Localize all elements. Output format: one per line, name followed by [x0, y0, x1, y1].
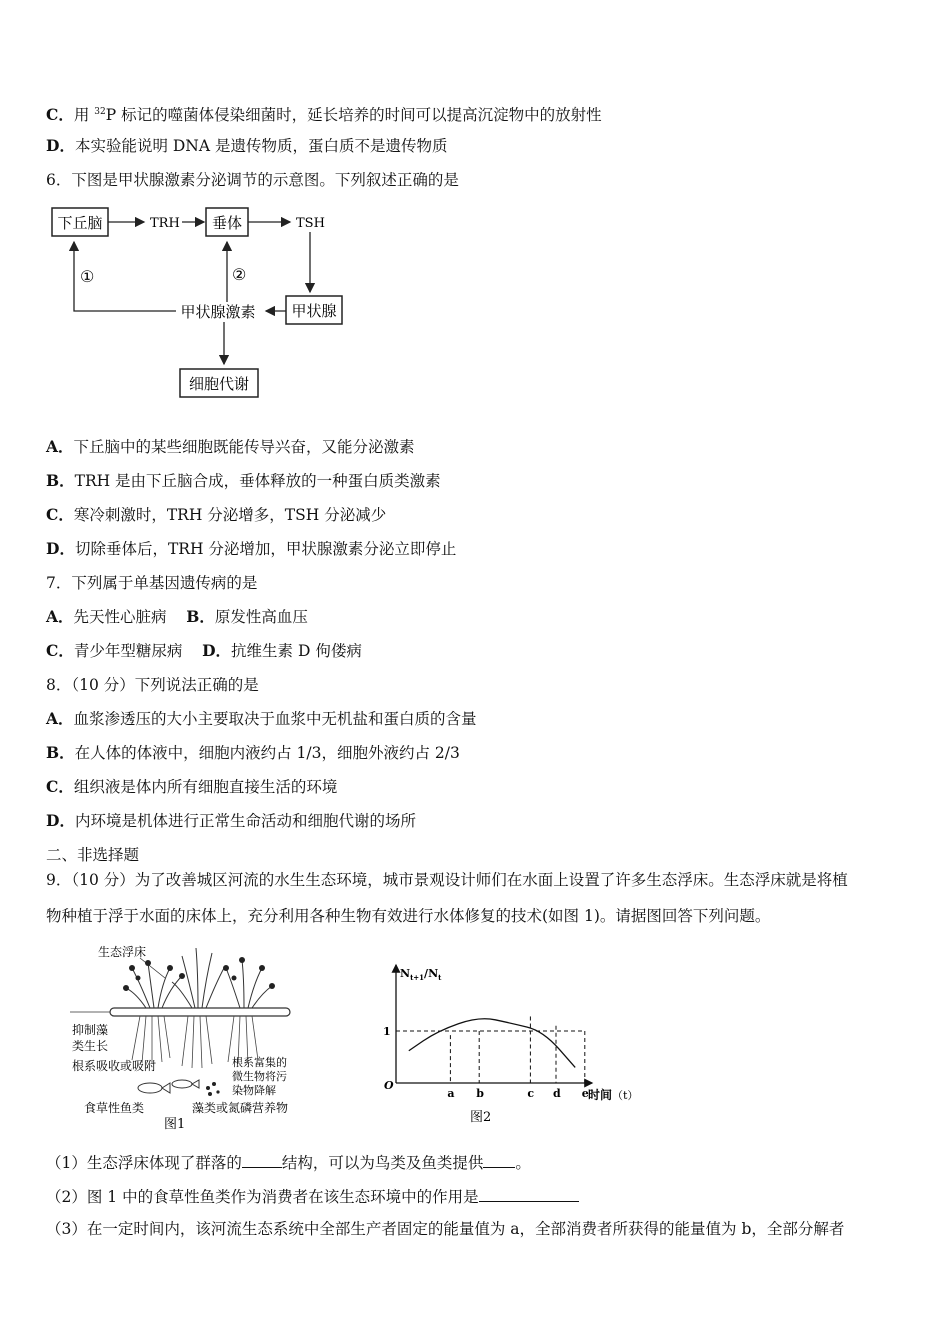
inhibit-label-1: 抑制藻	[72, 1023, 109, 1037]
x-axis-label: 时间（t）	[588, 1088, 639, 1102]
pituitary-label: 垂体	[211, 214, 243, 232]
microbe-label-1: 根系富集的	[232, 1056, 287, 1069]
figure-2-caption: 图2	[470, 1110, 492, 1125]
question-8: 8．（10 分）下列说法正确的是	[46, 676, 259, 694]
options-7cd: C．青少年型糖尿病 D．抗维生素 D 佝偻病	[46, 641, 362, 660]
option-label: D．	[46, 136, 75, 155]
option-8a: A．血浆渗透压的大小主要取决于血浆中无机盐和蛋白质的含量	[46, 709, 477, 728]
y-axis-label: $N_{t+1}/N_t$	[400, 967, 442, 982]
hypothalamus-label: 下丘脑	[57, 214, 103, 232]
x-tick-e: e	[581, 1087, 589, 1100]
question-9-line1: 9．（10 分）为了改善城区河流的水生生态环境，城市景观设计师们在水面上设置了许多生态浮床。生态浮床就是将植	[46, 871, 848, 889]
inhibit-label-2: 类生长	[72, 1039, 109, 1053]
x-tick-d: d	[553, 1087, 561, 1100]
options-7ab: A．先天性心脏病 B．原发性高血压	[46, 607, 308, 626]
x-tick-a: a	[447, 1087, 455, 1100]
population-curve	[409, 1019, 575, 1068]
nutrient-particles-icon	[206, 1082, 220, 1096]
flower-icon	[123, 957, 275, 991]
figure-1-caption: 图1	[164, 1117, 186, 1132]
question-9-2: （2）图 1 中的食草性鱼类作为消费者在该生态环境中的作用是	[46, 1185, 579, 1207]
option-8d: D．内环境是机体进行正常生命活动和细胞代谢的场所	[46, 811, 416, 830]
float-bed-label: 生态浮床	[98, 945, 147, 959]
metabolism-label: 细胞代谢	[188, 375, 250, 393]
figure-2-chart	[370, 955, 660, 1130]
answer-blank[interactable]	[242, 1151, 282, 1168]
question-9-line2: 物种植于浮于水面的床体上，充分利用各种生物有效进行水体修复的技术(如图 1)。请据图回答下列问题。	[46, 907, 771, 925]
option-6d: D．切除垂体后，TRH 分泌增加，甲状腺激素分泌立即停止	[46, 539, 457, 558]
option-6c: C．寒冷刺激时，TRH 分泌增多，TSH 分泌减少	[46, 505, 387, 524]
float-bed-bar	[110, 1008, 290, 1016]
microbe-label-3: 染物降解	[232, 1084, 276, 1097]
tsh-label: TSH	[296, 216, 325, 231]
answer-blank[interactable]	[479, 1185, 579, 1202]
microbe-label-2: 微生物将污	[232, 1070, 287, 1083]
trh-label: TRH	[150, 216, 180, 231]
option-8c: C．组织液是体内所有细胞直接生活的环境	[46, 777, 338, 796]
absorb-label: 根系吸收或吸附	[72, 1059, 157, 1073]
question-9-3: （3）在一定时间内，该河流生态系统中全部生产者固定的能量值为 a，全部消费者所获得的能量值为 b，全部分解者	[46, 1220, 845, 1238]
plant-cluster-icon	[126, 948, 272, 1008]
option-label: C．	[46, 105, 74, 125]
feedback-mark-2: ②	[232, 265, 247, 284]
question-7: 7．下列属于单基因遗传病的是	[46, 574, 258, 592]
option-5d: D．本实验能说明 DNA 是遗传物质，蛋白质不是遗传物质	[46, 136, 448, 155]
nutrients-label: 藻类或氮磷营养物	[192, 1101, 289, 1115]
thyroid-label: 甲状腺	[291, 302, 337, 320]
question-6: 6．下图是甲状腺激素分泌调节的示意图。下列叙述正确的是	[46, 171, 459, 189]
y-tick-1: 1	[383, 1025, 391, 1038]
option-8b: B．在人体的体液中，细胞内液约占 1/3，细胞外液约占 2/3	[46, 743, 460, 762]
thyroid-regulation-diagram	[40, 198, 370, 403]
option-5c: C．用 $^{32}$P 标记的噬菌体侵染细菌时，延长培养的时间可以提高沉淀物中的放射性	[46, 105, 602, 125]
x-tick-c: c	[527, 1087, 535, 1100]
feedback-mark-1: ①	[80, 267, 95, 286]
option-6b: B．TRH 是由下丘脑合成，垂体释放的一种蛋白质类激素	[46, 471, 441, 490]
question-9-1: （1）生态浮床体现了群落的 结构，可以为鸟类及鱼类提供 。	[46, 1151, 531, 1173]
figure-1-floating-bed	[70, 938, 320, 1133]
fish-label: 食草性鱼类	[84, 1101, 145, 1115]
x-tick-b: b	[476, 1087, 484, 1100]
thyroid-hormone-label: 甲状腺激素	[180, 303, 256, 321]
fish-icon	[138, 1080, 199, 1093]
section-heading: 二、非选择题	[46, 846, 140, 864]
origin-label: O	[384, 1079, 394, 1092]
answer-blank[interactable]	[483, 1151, 515, 1168]
superscript: 32	[94, 107, 106, 117]
option-6a: A．下丘脑中的某些细胞既能传导兴奋，又能分泌激素	[46, 437, 415, 456]
